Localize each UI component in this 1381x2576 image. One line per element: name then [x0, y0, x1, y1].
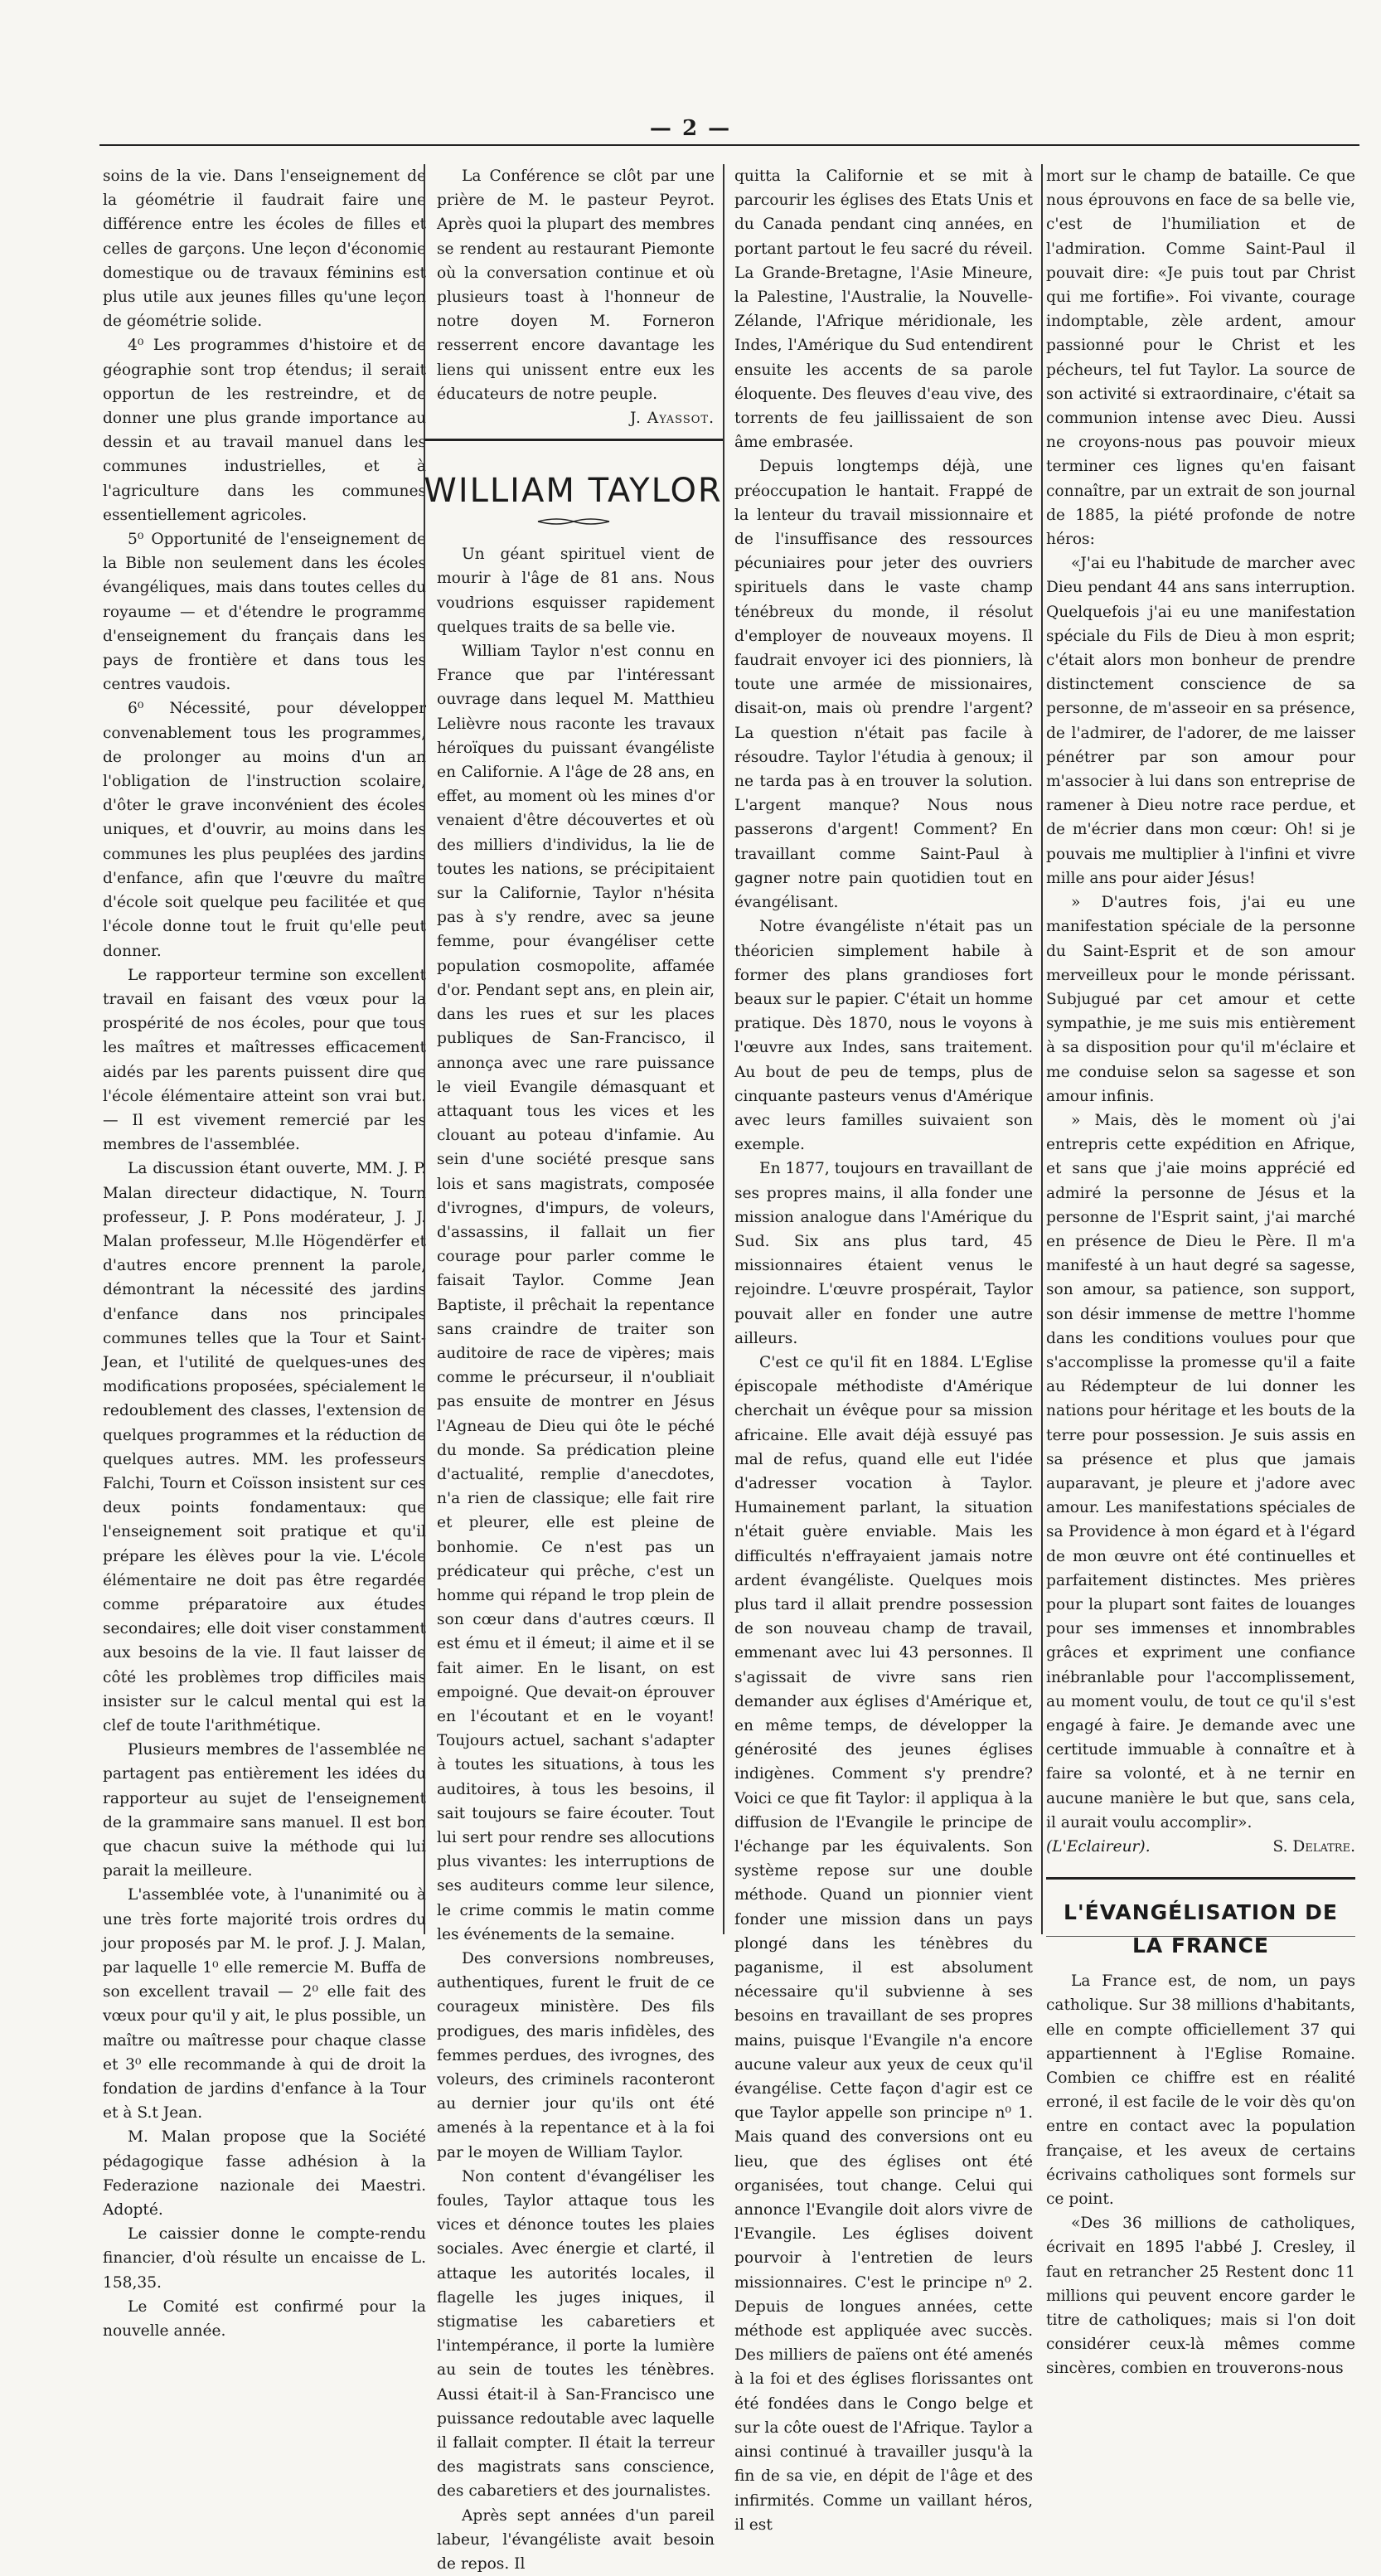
paragraph: William Taylor n'est connu en France que par l'intéressant ouvrage dans lequel M. Matthieu Lelièvre nous raconte les travaux héroïques du puissant évangéliste en Californie. A l'âge de 28 ans, en effet, au moment où les mines d'or venaient d'être découvertes et où des milliers d'individus, la lie de toutes les nations, se précipitaient sur la Californie, Taylor n'hésita pas à s'y rendre, avec sa jeune femme, pour évangéliser cette population cosmopolite, affamée d'or. Pendant sept ans, en plein air, dans les rues et sur les places publiques de San-Francisco, il annonça avec une rare puissance le vieil Evangile démasquant et attaquant tous les vices et les clouant au poteau d'infamie. Au sein d'une société presque sans lois et sans magistrats, composée d'ivrognes, d'impurs, de voleurs, d'assassins, il fallait un fier courage pour parler comme le faisait Taylor. Comme Jean Baptiste, il prêchait la repentance sans craindre de traiter son auditoire de race de vipères; mais comme le précurseur, il n'oubliait pas ensuite de montrer en Jésus l'Agneau de Dieu qui ôte le péché du monde. Sa prédication pleine d'actualité, remplie d'anecdotes, n'a rien de classique; elle fait rire et pleurer, elle est pleine de bonhomie. Ce n'est pas un prédicateur qui prêche, c'est un homme qui répand le trop plein de son cœur dans d'autres cœurs. Il est ému et il émeut; il aime et il se fait aimer. En le lisant, on est empoigné. Que devait-on éprouver en l'écoutant et en le voyant! Toujours actuel, sachant s'adapter à toutes les situations, à tous les auditoires, à tous les besoins, il sait toujours se faire écouter. Tout lui sert pour rendre ses allocutions plus vivantes: les interruptions de ses auditeurs comme leur silence, le crime commis le matin comme les événements de la semaine.: [437, 643, 715, 1943]
paragraph: Plusieurs membres de l'assemblée ne partagent pas entièrement les idées du rapporteur au sujet de l'enseignement de la grammaire sans manuel. Il est bon que chacun suive la méthode qui lui parait la meilleure.: [103, 1741, 426, 1880]
article-title-evangelisation: L'ÉVANGÉLISATION DE LA FRANCE: [1064, 1900, 1338, 1958]
paragraph: Après sept années d'un pareil labeur, l'évangéliste avait besoin de repos. Il: [437, 2506, 715, 2574]
paragraph: Depuis longtemps déjà, une préoccupation le hantait. Frappé de la lenteur du travail missionnaire et de l'insuffisance des ressources pécuniaires pour jeter des ouvriers spirituels dans le vaste champ ténébreux du monde, il résolut d'employer de nouveaux moyens. Il faudrait envoyer ici des pionniers, là toute une armée de missionaires, disait-on, mais où prendre l'argent? La question n'était pas facile à résoudre. Taylor l'étudia à genoux; il ne tarda pas à en trouver la solution. L'argent manque? Nous nous passerons d'argent! Comment? En travaillant comme Saint-Paul à gagner notre pain quotidien tout en évangélisant.: [734, 458, 1033, 912]
paragraph: 5⁰ Opportunité de l'enseignement de la Bible non seulement dans les écoles évangéliques, mais dans toutes celles du royaume — et d'étendre le programme d'enseignement du français dans les pays de frontière et dans tous les centres vaudois.: [103, 531, 426, 694]
column-3: [723, 164, 1038, 2534]
section-rule: [424, 439, 723, 441]
taylor-article: [424, 542, 723, 2576]
column-4: [1046, 164, 1355, 2378]
paragraph: La discussion étant ouverte, MM. J. P. Malan directeur didactique, N. Tourn professeur, J. P. Pons modérateur, J. J. Malan professeur, M.lle Högendërfer et d'autres encore prennent la parole, démontrant la nécessité des jardins d'enfance dans nos principales communes telles que la Tour et Saint-Jean, et l'utilité de quelques-unes des modifications proposées, spécialement le redoublement des classes, l'extension de quelques programmes et la réduction de quelques autres. MM. les professeurs Falchi, Tourn et Coïsson insistent sur ces deux points fondamentaux: que l'enseignement soit pratique et qu'il prépare les élèves pour la vie. L'école élémentaire ne doit pas être regardée comme préparatoire aux études secondaires; elle doit viser constamment aux besoins de la vie. Il faut laisser de côté les problèmes trop difficiles mais insister sur le calcul mental qui est la clef de toute l'arithmétique.: [103, 1160, 426, 1734]
credit-author: S. Delatre.: [1272, 1838, 1355, 1856]
paragraph: quitta la Californie et se mit à parcourir les églises des Etats Unis et du Canada pendant cinq années, en portant partout le feu sacré du réveil. La Grande-Bretagne, l'Asie Mineure, la Palestine, l'Australie, la Nouvelle-Zélande, l'Afrique méridionale, les Indes, l'Amérique du Sud entendirent ensuite les accents de sa parole éloquente. Des fleuves d'eau vive, des torrents de feu jaillissaient de son âme embrasée.: [734, 167, 1033, 452]
paragraph: En 1877, toujours en travaillant de ses propres mains, il alla fonder une mission analogue dans l'Amérique du Sud. Six ans plus tard, 45 missionnaires étaient venus le rejoindre. L'œuvre prospérait, Taylor pouvait aller en fonder une autre ailleurs.: [734, 1160, 1033, 1347]
paragraph: L'assemblée vote, à l'unanimité ou à une très forte majorité trois ordres du jour proposés par M. le prof. J. J. Malan, par laquelle 1⁰ elle remercie M. Buffa de son excellent travail — 2⁰ elle fait des vœux pour qu'il y ait, le plus possible, un maître ou maîtresse pour chaque classe et 3⁰ elle recommande à qui de droit la fondation de jardins d'enfance à la Tour et à S.t Jean.: [103, 1886, 426, 2122]
paragraph: Un géant spirituel vient de mourir à l'âge de 81 ans. Nous voudrions esquisser rapidement quelques traits de sa belle vie.: [437, 546, 715, 636]
paragraph: Des conversions nombreuses, authentiques, furent le fruit de ce courageux ministère. Des fils prodigues, des maris infidèles, des femmes perdues, des ivrognes, des voleurs, des criminels raconteront au dernier jour qu'ils ont été amenés à la repentance et à la foi par le moyen de William Taylor.: [437, 1950, 715, 2161]
paragraph: La Conférence se clôt par une prière de M. le pasteur Peyrot. Après quoi la plupart des membres se rendent au restaurant Piemonte où la conversation continue et où plusieurs toast à l'honneur de notre doyen M. Forneron resserrent encore davantage les liens qui unissent entre eux les éducateurs de notre peuple.: [437, 167, 715, 403]
section-rule: [1046, 1877, 1355, 1880]
credit-source: (L'Eclaireur).: [1046, 1838, 1151, 1856]
paragraph: Non content d'évangéliser les foules, Taylor attaque tous les vices et dénonce toutes les plaies sociales. Avec énergie et clarté, il attaque les autorités locales, il flagelle les juges iniques, il stigmatise les cabaretiers et l'intempérance, il porte la lumière au sein de toutes les ténèbres. Aussi était-il à San-Francisco une puissance redoutable avec laquelle il fallait compter. Il était la terreur des magistrats sans conscience, des cabaretiers et des journalistes.: [437, 2167, 715, 2501]
header-rule: [99, 144, 1359, 146]
page-number: — 2 —: [649, 116, 732, 141]
conference-end: [424, 164, 723, 430]
paragraph: » D'autres fois, j'ai eu une manifestation spéciale de la personne du Saint-Esprit et de son amour merveilleux pour le monde périssant. Subjugué par cet amour et cette sympathie, je me suis mis entièrement à sa disposition pour qu'il m'éclaire et me conduise selon sa sagesse et son amour infinis.: [1046, 894, 1355, 1105]
paragraph: soins de la vie. Dans l'enseignement de la géométrie il faudrait faire une différence entre les écoles de filles et celles de garçons. Une leçon d'économie domestique ou de travaux féminins est plus utile aux jeunes filles qu'une leçon de géométrie solide.: [103, 167, 426, 331]
paragraph: 6⁰ Nécessité, pour développer convenablement tous les programmes, de prolonger au moins d'un an l'obligation de l'instruction scolaire, d'ôter le grave inconvénient des écoles uniques, et d'ouvrir, au moins dans les communes les plus peuplées des jardins d'enfance, afin que l'œuvre du maître d'école soit quelque peu facilitée et que l'école donne tout le fruit qu'elle peut donner.: [103, 700, 426, 960]
footer-rule: [1046, 1936, 1355, 1937]
column-1: [103, 164, 426, 2341]
ornament-icon: [424, 514, 723, 532]
paragraph: C'est ce qu'il fit en 1884. L'Eglise épiscopale méthodiste d'Amérique cherchait un évêque pour sa mission africaine. Elle avait déjà essuyé pas mal de refus, quand elle eut l'idée d'adresser vocation à Taylor. Humainement parlant, la situation n'était guère enviable. Mais les difficultés n'effrayaient jamais notre ardent évangéliste. Quelques mois plus tard il allait prendre possession de son nouveau champ de travail, emmenant avec lui 43 personnes. Il s'agissait de vivre sans rien demander aux églises d'Amérique et, en même temps, de développer la générosité des jeunes églises indigènes. Comment s'y prendre? Voici ce que fit Taylor: il appliqua à la diffusion de l'Evangile le principe de l'échange par les équivalents. Son système repose sur une double méthode. Quand un pionnier vient fonder une mission dans un pays plongé dans les ténèbres du paganisme, il est absolument nécessaire qu'il subvienne à ses besoins en travaillant de ses propres mains, puisque l'Evangile n'a encore aucune valeur aux yeux de ceux qu'il évangélise. Cette façon d'agir est ce que Taylor appelle son principe n⁰ 1. Mais quand des conversions ont eu lieu, que des églises ont été organisées, tout change. Celui qui annonce l'Evangile doit alors vivre de l'Evangile. Les églises doivent pourvoir à l'entretien de leurs missionnaires. C'est le principe n⁰ 2. Depuis de longues années, cette méthode est appliquée avec succès. Des milliers de païens ont été amenés à la foi et des églises florissantes ont été fondées dans le Congo belge et sur la côte ouest de l'Afrique. Taylor a ainsi continué à travailler jusqu'à la fin de sa vie, en dépit de l'âge et des infirmités. Comme un vaillant héros, il est: [734, 1353, 1033, 2534]
paragraph: «J'ai eu l'habitude de marcher avec Dieu pendant 44 ans sans interruption. Quelquefois j'ai eu une manifestation spéciale du Fils de Dieu à mon esprit; c'était alors mon bonheur de prendre distinctement conscience de sa personne, de m'asseoir en sa présence, de l'admirer, de l'adorer, de me laisser pénétrer par son amour pour m'associer à lui dans son entreprise de ramener à Dieu notre race perdue, et de m'écrier dans mon cœur: Oh! si je pouvais me multiplier à l'infini et vivre mille ans pour aider Jésus!: [1046, 555, 1355, 887]
paragraph: La France est, de nom, un pays catholique. Sur 38 millions d'habitants, elle en compte officiellement 37 qui appartiennent à l'Eglise Romaine. Combien ce chiffre est en réalité erroné, il est facile de le voir dès qu'on entre en contact avec la population française, et les aveux de certains écrivains catholiques sont formels sur ce point.: [1046, 1972, 1355, 2209]
article-credit: [1046, 1835, 1355, 1859]
paragraph: Le Comité est confirmé pour la nouvelle année.: [103, 2297, 426, 2341]
signature-ayassot: J. Ayassot.: [629, 410, 715, 428]
paragraph: Le caissier donne le compte-rendu financier, d'où résulte un encaisse de L. 158,35.: [103, 2225, 426, 2292]
paragraph: M. Malan propose que la Société pédagogique fasse adhésion à la Federazione nazionale dei Maestri. Adopté.: [103, 2128, 426, 2219]
column-divider: [1041, 164, 1043, 1934]
article-title-william-taylor: WILLIAM TAYLOR: [424, 472, 723, 511]
paragraph: 4⁰ Les programmes d'histoire et de géographie sont trop étendus; il serait opportun de les restreindre, et de donner une plus grande importance au dessin et au travail manuel dans les communes industrielles, et à l'agriculture dans les communes essentiellement agricoles.: [103, 337, 426, 524]
paragraph: Notre évangéliste n'était pas un théoricien simplement habile à former des plans grandioses fort beaux sur le papier. C'était un homme pratique. Dès 1870, nous le voyons à l'œuvre aux Indes, sans traitement. Au bout de peu de temps, plus de cinquante pasteurs venus d'Amérique avec leurs familles suivaient son exemple.: [734, 918, 1033, 1154]
paragraph: mort sur le champ de bataille. Ce que nous éprouvons en face de sa belle vie, c'est de l'humiliation et de l'admiration. Comme Saint-Paul il pouvait dire: «Je puis tout par Christ qui me fortifie». Foi vivante, courage indomptable, zèle ardent, amour passionné pour le Christ et les pécheurs, tel fut Taylor. La source de son activité si extraordinaire, c'était sa communion intense avec Dieu. Aussi ne croyons-nous pas pouvoir mieux terminer ces lignes qu'en faisant connaître, par un extrait de son journal de 1885, la piété profonde de notre héros:: [1046, 167, 1355, 549]
paragraph: Le rapporteur termine son excellent travail en faisant des vœux pour la prospérité de nos écoles, pour que tous les maîtres et maîtresses efficacement aidés par les parents puissent dire que l'école élémentaire atteint son vrai but. — Il est vivement remercié par les membres de l'assemblée.: [103, 966, 426, 1154]
paragraph: «Des 36 millions de catholiques, écrivait en 1895 l'abbé J. Cresley, il faut en retrancher 25 Restent donc 11 millions qui peuvent encore garder le titre de catholiques; mais si l'on doit considérer ceux-là mêmes comme sincères, combien en trouverons-nous: [1046, 2215, 1355, 2378]
paragraph: » Mais, dès le moment où j'ai entrepris cette expédition en Afrique, et sans que j'aie moins apprécié ed admiré la personne de Jésus et la personne de l'Esprit saint, j'ai marché en présence de Dieu le Père. Il m'a manifesté à un haut degré sa sagesse, son amour, sa patience, son support, son désir immense de mettre l'homme dans les conditions voulues pour que s'accomplisse la promesse qu'il a faite au Rédempteur de lui donner les nations pour héritage et les bouts de la terre pour possession. Je suis assis en sa présence et plus que jamais auparavant, je pleure et j'adore avec amour. Les manifestations spéciales de sa Providence à mon égard et à l'égard de mon œuvre ont été continuelles et parfaitement distinctes. Mes prières pour la plupart sont faites de louanges pour ses immenses et innombrables grâces et expriment une confiance inébranlable pour l'accomplissement, au moment voulu, de tout ce qu'il s'est engagé à faire. Je demande avec une certitude immuable à connaître et à faire sa volonté, et à ne ternir en aucune manière le but que, sans cela, il aurait voulu accomplir».: [1046, 1111, 1355, 1831]
column-2: [424, 164, 723, 2574]
